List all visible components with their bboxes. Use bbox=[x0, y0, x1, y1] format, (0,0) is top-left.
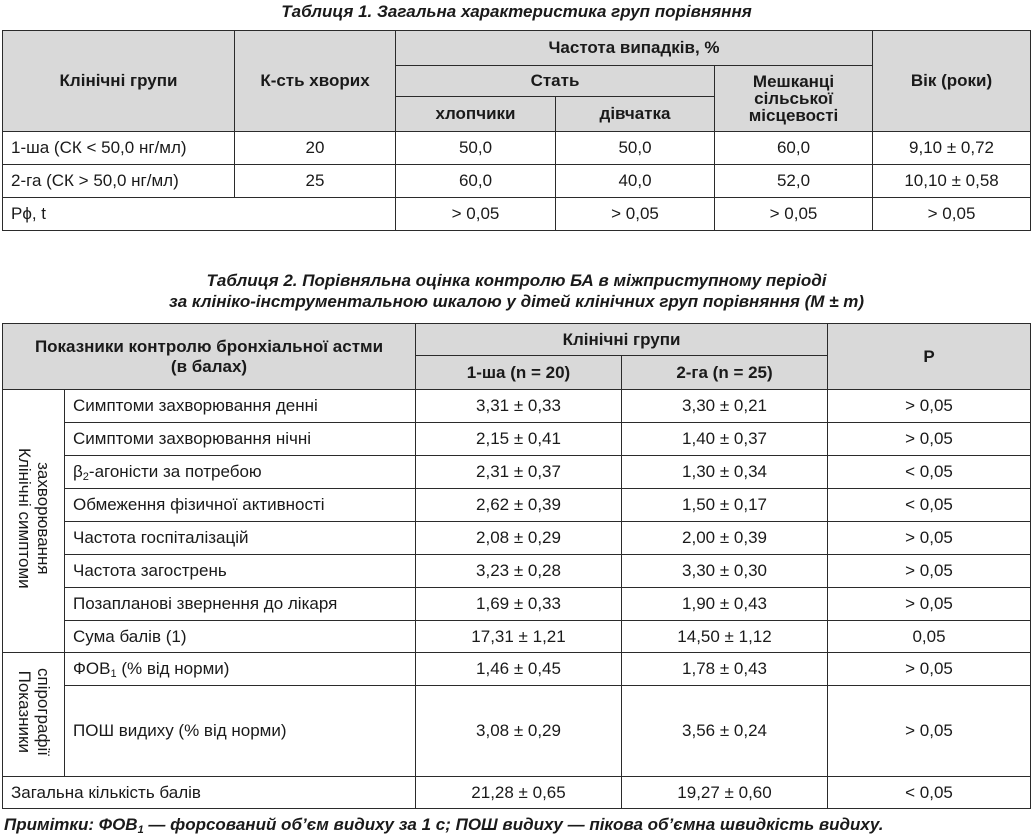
cell-g1: 1,69 ± 0,33 bbox=[416, 588, 622, 621]
header-clinical-groups: Клінічні групи bbox=[416, 324, 828, 356]
cell-g2: 3,30 ± 0,30 bbox=[622, 555, 828, 588]
cell-g2: 1,90 ± 0,43 bbox=[622, 588, 828, 621]
table1-caption: Таблиця 1. Загальна характеристика груп порівняння bbox=[281, 2, 752, 21]
cell-g1: 3,08 ± 0,29 bbox=[416, 686, 622, 777]
cell-g1: 2,31 ± 0,37 bbox=[416, 456, 622, 489]
table2-caption-line2: за клініко-інструментальною шкалою у дітей клінічних груп порівняння (M ± m) bbox=[169, 292, 864, 311]
table1-p-row bbox=[3, 198, 1031, 231]
header-g2: 2-га (n = 25) bbox=[622, 356, 828, 390]
cell-g2: 3,30 ± 0,21 bbox=[622, 390, 828, 423]
cell-g1: 3,31 ± 0,33 bbox=[416, 390, 622, 423]
cell-group: 2-га (СК > 50,0 нг/мл) bbox=[3, 165, 235, 198]
cell-p: < 0,05 bbox=[828, 456, 1031, 489]
section-clinical-symptoms: Клінічні симптоми захворювання bbox=[3, 390, 65, 653]
cell-g2: 1,30 ± 0,34 bbox=[622, 456, 828, 489]
cell-p-girls: > 0,05 bbox=[556, 198, 715, 231]
cell-label: Позапланові звернення до лікаря bbox=[65, 588, 416, 621]
cell-label: Частота госпіталізацій bbox=[65, 522, 416, 555]
header-g1: 1-ша (n = 20) bbox=[416, 356, 622, 390]
cell-g1: 1,46 ± 0,45 bbox=[416, 653, 622, 686]
cell-g1: 3,23 ± 0,28 bbox=[416, 555, 622, 588]
cell-p: > 0,05 bbox=[828, 522, 1031, 555]
cell-g1: 2,08 ± 0,29 bbox=[416, 522, 622, 555]
cell-total-p: < 0,05 bbox=[828, 777, 1031, 809]
cell-g1: 17,31 ± 1,21 bbox=[416, 621, 622, 653]
cell-p: > 0,05 bbox=[828, 686, 1031, 777]
header-girls: дівчатка bbox=[556, 97, 715, 132]
table-row bbox=[3, 489, 1031, 522]
cell-boys: 60,0 bbox=[396, 165, 556, 198]
cell-label: $\beta_2$-агоністи за потребою bbox=[65, 456, 416, 489]
cell-label: Симптоми захворювання нічні bbox=[65, 423, 416, 456]
table2 bbox=[2, 323, 1031, 809]
table-row bbox=[3, 686, 1031, 777]
cell-g2: 1,50 ± 0,17 bbox=[622, 489, 828, 522]
cell-p: > 0,05 bbox=[828, 555, 1031, 588]
footnote: Примітки: $ФОВ_1$ — форсований об’єм видиху за 1 с; ПОШ видиху — пікова об’ємна швидкість видиху. bbox=[4, 815, 884, 836]
cell-age: 9,10 ± 0,72 bbox=[873, 132, 1031, 165]
cell-g1: 2,62 ± 0,39 bbox=[416, 489, 622, 522]
header-indicators: Показники контролю бронхіальної астми (в балах) bbox=[3, 324, 416, 390]
cell-p-label: Pϕ, t bbox=[3, 198, 396, 231]
cell-g1: 2,15 ± 0,41 bbox=[416, 423, 622, 456]
header-p: P bbox=[828, 324, 1031, 390]
cell-p: < 0,05 bbox=[828, 489, 1031, 522]
cell-label: $ФОВ_1$ (% від норми) bbox=[65, 653, 416, 686]
header-groups: Клінічні групи bbox=[3, 31, 235, 132]
table-row bbox=[3, 653, 1031, 686]
cell-age: 10,10 ± 0,58 bbox=[873, 165, 1031, 198]
table-row bbox=[3, 522, 1031, 555]
table-row bbox=[3, 456, 1031, 489]
cell-p: > 0,05 bbox=[828, 423, 1031, 456]
table-total-row bbox=[3, 777, 1031, 809]
cell-g2: 1,40 ± 0,37 bbox=[622, 423, 828, 456]
cell-p-rural: > 0,05 bbox=[715, 198, 873, 231]
cell-rural: 52,0 bbox=[715, 165, 873, 198]
cell-count: 25 bbox=[235, 165, 396, 198]
section-spirography: Показники спірографії bbox=[3, 653, 65, 777]
header-boys: хлопчики bbox=[396, 97, 556, 132]
table-row bbox=[3, 621, 1031, 653]
header-rural: Мешканці сільської місцевості bbox=[715, 66, 873, 132]
cell-girls: 40,0 bbox=[556, 165, 715, 198]
table1-row bbox=[3, 165, 1031, 198]
cell-p-age: > 0,05 bbox=[873, 198, 1031, 231]
cell-g2: 2,00 ± 0,39 bbox=[622, 522, 828, 555]
header-sex: Стать bbox=[396, 66, 715, 97]
cell-boys: 50,0 bbox=[396, 132, 556, 165]
table1-row bbox=[3, 132, 1031, 165]
cell-p-boys: > 0,05 bbox=[396, 198, 556, 231]
cell-group: 1-ша (СК < 50,0 нг/мл) bbox=[3, 132, 235, 165]
cell-g2: 14,50 ± 1,12 bbox=[622, 621, 828, 653]
table-row bbox=[3, 390, 1031, 423]
table-row bbox=[3, 588, 1031, 621]
cell-girls: 50,0 bbox=[556, 132, 715, 165]
header-freq: Частота випадків, % bbox=[396, 31, 873, 66]
table-row bbox=[3, 423, 1031, 456]
table2-caption-line1: Таблиця 2. Порівняльна оцінка контролю БА в міжприступному періоді bbox=[206, 271, 827, 290]
cell-label: ПОШ видиху (% від норми) bbox=[65, 686, 416, 777]
cell-label: Частота загострень bbox=[65, 555, 416, 588]
table1 bbox=[2, 30, 1031, 231]
cell-p: > 0,05 bbox=[828, 588, 1031, 621]
cell-p: 0,05 bbox=[828, 621, 1031, 653]
header-count: К-сть хворих bbox=[235, 31, 396, 132]
cell-total-label: Загальна кількість балів bbox=[3, 777, 416, 809]
cell-label: Симптоми захворювання денні bbox=[65, 390, 416, 423]
cell-p: > 0,05 bbox=[828, 390, 1031, 423]
cell-g2: 1,78 ± 0,43 bbox=[622, 653, 828, 686]
header-age: Вік (роки) bbox=[873, 31, 1031, 132]
cell-rural: 60,0 bbox=[715, 132, 873, 165]
cell-total-g2: 19,27 ± 0,60 bbox=[622, 777, 828, 809]
cell-label: Сума балів (1) bbox=[65, 621, 416, 653]
cell-total-g1: 21,28 ± 0,65 bbox=[416, 777, 622, 809]
cell-label: Обмеження фізичної активності bbox=[65, 489, 416, 522]
cell-g2: 3,56 ± 0,24 bbox=[622, 686, 828, 777]
table-row bbox=[3, 555, 1031, 588]
cell-p: > 0,05 bbox=[828, 653, 1031, 686]
cell-count: 20 bbox=[235, 132, 396, 165]
